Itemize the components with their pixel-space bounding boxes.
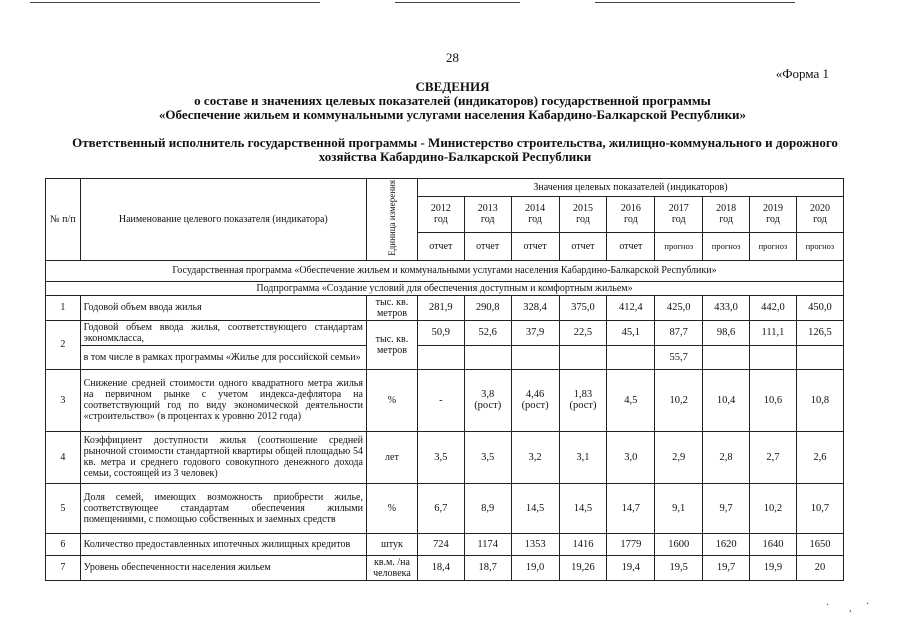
value-cell: 126,5 (796, 320, 843, 345)
value-cell: 37,9 (511, 320, 559, 345)
year-header (655, 196, 703, 232)
year-kind: прогноз (655, 232, 703, 260)
table-row (46, 555, 844, 580)
value-cell: 2,9 (655, 431, 703, 483)
year-unit: год (671, 214, 686, 226)
row-number: 7 (46, 555, 81, 580)
value-cell: 14,7 (607, 483, 655, 533)
value-cell: 450,0 (796, 295, 843, 320)
value-cell: 433,0 (703, 295, 750, 320)
value-cell: 281,9 (417, 295, 464, 320)
value-cell (464, 345, 511, 369)
year-label: 2016 (620, 203, 641, 215)
year-unit: год (719, 214, 733, 226)
year-header (464, 196, 511, 232)
indicator-name: Доля семей, имеющих возможность приобрести жилье, соответствующее стандартам обеспечения жилыми помещениями, с помощью собственных и заемных средств (80, 483, 366, 533)
value-cell: 98,6 (703, 320, 750, 345)
header-unit-label: Единица измерения (386, 180, 397, 256)
value-cell: 10,2 (655, 369, 703, 431)
year-kind: прогноз (796, 232, 843, 260)
row-number: 3 (46, 369, 81, 431)
indicator-name: Уровень обеспеченности населения жильем (80, 555, 366, 580)
value-cell: 10,7 (796, 483, 843, 533)
year-label: 2014 (525, 203, 546, 215)
value-cell (607, 345, 655, 369)
indicator-subname: в том числе в рамках программы «Жилье для российской семьи» (80, 345, 366, 369)
page-number: 28 (446, 50, 459, 65)
value-cell: 1416 (559, 533, 607, 555)
year-unit: год (480, 214, 495, 226)
value-cell (559, 345, 607, 369)
value-cell: 19,26 (559, 555, 607, 580)
value-cell: 2,8 (703, 431, 750, 483)
row-number: 2 (46, 320, 81, 369)
value-cell: 10,4 (703, 369, 750, 431)
value-cell: 4,46 (рост) (511, 369, 559, 431)
scan-mark: , (849, 603, 852, 614)
value-cell: 442,0 (750, 295, 797, 320)
year-kind: отчет (559, 232, 607, 260)
value-cell: 19,9 (750, 555, 797, 580)
title-line-3: «Обеспечение жильем и коммунальными услугами населения Кабардино-Балкарской Республики» (158, 107, 747, 122)
value-cell: 3,5 (417, 431, 464, 483)
year-kind: отчет (464, 232, 511, 260)
year-kind: отчет (417, 232, 464, 260)
program-row: Государственная программа «Обеспечение жильем и коммунальными услугами населения Кабардино-Балкарской Республики» (46, 260, 844, 281)
value-cell: 45,1 (607, 320, 655, 345)
table-row (46, 295, 844, 320)
value-cell: 20 (796, 555, 843, 580)
value-cell: 14,5 (511, 483, 559, 533)
year-unit: год (434, 214, 448, 226)
value-cell: 4,5 (607, 369, 655, 431)
value-cell: 3,1 (559, 431, 607, 483)
table-row (46, 431, 844, 483)
year-unit: год (576, 214, 590, 226)
scan-top-line-left (30, 2, 320, 3)
value-cell: 19,0 (511, 555, 559, 580)
unit-cell: % (366, 369, 417, 431)
value-cell (703, 345, 750, 369)
value-cell: 6,7 (417, 483, 464, 533)
unit-cell: кв.м. /на человека (366, 555, 417, 580)
value-cell: 1650 (796, 533, 843, 555)
value-cell: 412,4 (607, 295, 655, 320)
value-cell: 1,83 (рост) (559, 369, 607, 431)
value-cell: 375,0 (559, 295, 607, 320)
scan-mark: · (866, 599, 870, 610)
value-cell: 1600 (655, 533, 703, 555)
year-unit: год (766, 214, 780, 226)
value-cell (796, 345, 843, 369)
table-row (46, 533, 844, 555)
scan-top-line-middle (395, 2, 520, 3)
value-cell: 18,4 (417, 555, 464, 580)
value-cell: 19,4 (607, 555, 655, 580)
value-cell: 10,6 (750, 369, 797, 431)
value-cell: 1353 (511, 533, 559, 555)
header-unit (366, 179, 417, 261)
unit-cell: штук (366, 533, 417, 555)
value-cell: 52,6 (464, 320, 511, 345)
title-line-2: о составе и значениях целевых показателей (индикаторов) государственной программы (194, 93, 711, 108)
year-label: 2012 (430, 203, 451, 215)
year-header (750, 196, 797, 232)
header-values: Значения целевых показателей (индикаторов) (417, 179, 843, 197)
value-cell: 3,5 (464, 431, 511, 483)
value-cell: 10,8 (796, 369, 843, 431)
year-label: 2018 (716, 203, 737, 215)
year-label: 2017 (668, 203, 689, 215)
unit-cell: тыс. кв. метров (366, 320, 417, 369)
value-cell: 2,6 (796, 431, 843, 483)
value-cell: 2,7 (750, 431, 797, 483)
value-cell: 1640 (750, 533, 797, 555)
header-num: № п/п (46, 179, 81, 261)
value-cell (750, 345, 797, 369)
value-cell: 18,7 (464, 555, 511, 580)
form-label: «Форма 1 (775, 66, 829, 81)
value-cell: 290,8 (464, 295, 511, 320)
value-cell: 1174 (464, 533, 511, 555)
year-header (703, 196, 750, 232)
year-unit: год (813, 214, 827, 226)
year-label: 2015 (572, 203, 593, 215)
year-kind: прогноз (703, 232, 750, 260)
value-cell: 3,2 (511, 431, 559, 483)
year-header (559, 196, 607, 232)
year-kind: отчет (607, 232, 655, 260)
value-cell: 9,1 (655, 483, 703, 533)
value-cell: - (417, 369, 464, 431)
value-cell: 19,5 (655, 555, 703, 580)
row-number: 6 (46, 533, 81, 555)
value-cell: 14,5 (559, 483, 607, 533)
indicator-name: Количество предоставленных ипотечных жилищных кредитов (80, 533, 366, 555)
table-row (46, 369, 844, 431)
year-header (607, 196, 655, 232)
executor-line-2: хозяйства Кабардино-Балкарской Республики (318, 149, 592, 164)
value-cell: 8,9 (464, 483, 511, 533)
value-cell: 328,4 (511, 295, 559, 320)
document-title (0, 80, 905, 122)
table-subrow (46, 345, 844, 369)
year-kind: отчет (511, 232, 559, 260)
year-header (511, 196, 559, 232)
table-row (46, 320, 844, 345)
year-unit: год (528, 214, 542, 226)
value-cell: 19,7 (703, 555, 750, 580)
row-number: 5 (46, 483, 81, 533)
unit-cell: тыс. кв. метров (366, 295, 417, 320)
row-number: 1 (46, 295, 81, 320)
year-header (796, 196, 843, 232)
year-unit: год (624, 214, 638, 226)
value-cell: 9,7 (703, 483, 750, 533)
scan-top-line-right (595, 2, 795, 3)
table-row (46, 483, 844, 533)
value-cell: 724 (417, 533, 464, 555)
indicator-name: Коэффициент доступности жилья (соотношение средней рыночной стоимости стандартной квартиры общей площадью 54 кв. метра и среднего годового совокупного денежного дохода семьи, состоящей из 3 человек) (80, 431, 366, 483)
year-kind: прогноз (750, 232, 797, 260)
value-cell: 425,0 (655, 295, 703, 320)
year-label: 2013 (477, 203, 498, 215)
year-header (417, 196, 464, 232)
unit-cell: % (366, 483, 417, 533)
value-cell: 111,1 (750, 320, 797, 345)
value-cell (417, 345, 464, 369)
indicator-name: Годовой объем ввода жилья (80, 295, 366, 320)
value-cell: 1779 (607, 533, 655, 555)
value-cell: 3,0 (607, 431, 655, 483)
value-cell: 10,2 (750, 483, 797, 533)
subprogram-row: Подпрограмма «Создание условий для обеспечения доступным и комфортным жильем» (46, 281, 844, 295)
value-cell (511, 345, 559, 369)
indicator-name: Годовой объем ввода жилья, соответствующего стандартам экономкласса, (80, 320, 366, 345)
year-label: 2019 (762, 203, 783, 215)
value-cell: 22,5 (559, 320, 607, 345)
row-number: 4 (46, 431, 81, 483)
value-cell: 55,7 (655, 345, 703, 369)
unit-cell: лет (366, 431, 417, 483)
executor-line-1: Ответственный исполнитель государственной программы - Министерство строительства, жилищно-коммунального и дорожного (72, 135, 838, 150)
year-label: 2020 (809, 203, 830, 215)
title-line-1: СВЕДЕНИЯ (415, 79, 490, 94)
responsible-executor (55, 136, 855, 164)
indicator-name: Снижение средней стоимости одного квадратного метра жилья на первичном рынке с учетом индекса-дефлятора на соответствующий год по виду экономической деятельности «строительство» (в процентах к уровню 2012 года) (80, 369, 366, 431)
value-cell: 3,8 (рост) (464, 369, 511, 431)
header-name: Наименование целевого показателя (индикатора) (80, 179, 366, 261)
value-cell: 87,7 (655, 320, 703, 345)
value-cell: 50,9 (417, 320, 464, 345)
value-cell: 1620 (703, 533, 750, 555)
indicators-table (45, 178, 844, 581)
scan-mark: · (826, 600, 830, 611)
